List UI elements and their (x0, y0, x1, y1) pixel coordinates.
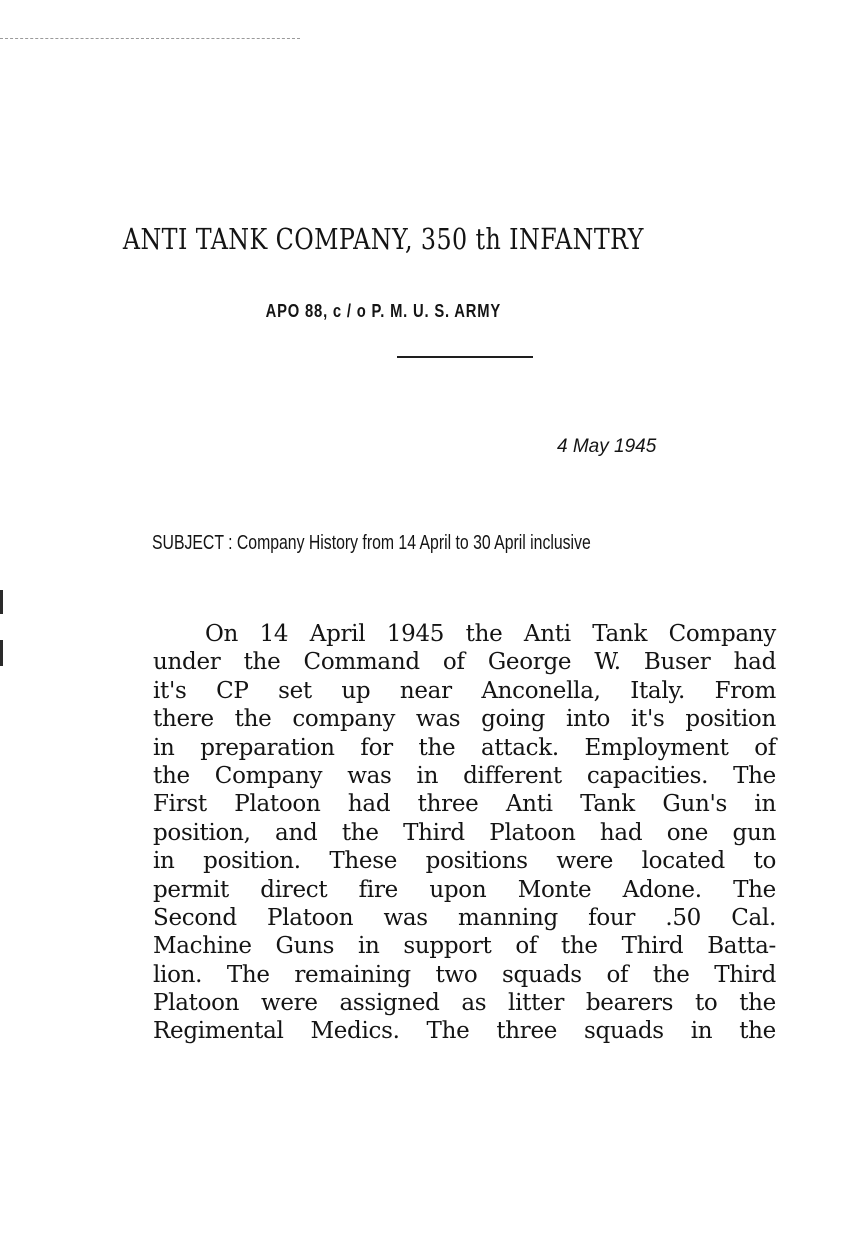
scan-margin-mark (0, 590, 3, 614)
body-line: Regimental Medics. The three squads in the (153, 1018, 776, 1045)
subject-line: SUBJECT : Company History from 14 April to 30 April inclusive (152, 532, 591, 554)
body-line: First Platoon had three Anti Tank Gun's in (153, 791, 776, 818)
header-divider (397, 356, 533, 358)
body-line: it's CP set up near Anconella, Italy. From (153, 677, 776, 704)
scan-edge-rule (0, 38, 300, 39)
scan-margin-mark (0, 640, 3, 666)
document-date: 4 May 1945 (557, 436, 657, 457)
body-line: Machine Guns in support of the Third Batta- (153, 933, 776, 960)
body-line: position, and the Third Platoon had one gun (153, 819, 776, 846)
body-line: in position. These positions were located to (153, 848, 776, 875)
body-line: lion. The remaining two squads of the Third (153, 961, 776, 988)
body-line: in preparation for the attack. Employment of (153, 734, 776, 761)
body-line: the Company was in different capacities. The (153, 762, 776, 789)
body-line: under the Command of George W. Buser had (153, 649, 776, 676)
body-line: On 14 April 1945 the Anti Tank Company (205, 621, 776, 647)
body-line: Platoon were assigned as litter bearers to the (153, 990, 776, 1017)
body-line: Second Platoon was manning four .50 Cal. (153, 904, 776, 931)
document-title: ANTI TANK COMPANY, 350 th INFANTRY (122, 222, 644, 256)
body-line: there the company was going into it's position (153, 706, 776, 733)
body-paragraph (153, 620, 776, 1046)
body-line: permit direct fire upon Monte Adone. The (153, 876, 776, 903)
address-line: APO 88, c / o P. M. U. S. ARMY (265, 301, 502, 321)
